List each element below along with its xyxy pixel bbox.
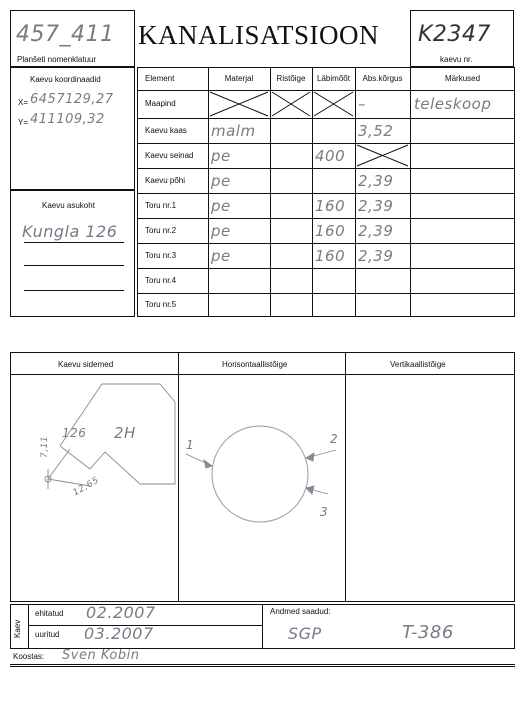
pipe-1-label: 1	[186, 438, 195, 452]
location-label: Kaevu asukoht	[42, 201, 95, 210]
row-element-label: Toru nr.5	[145, 300, 177, 309]
author-line-1	[10, 664, 515, 665]
coordinates-box	[10, 67, 135, 190]
row-element-label: Maapind	[145, 99, 176, 108]
row-material-value: pe	[211, 246, 231, 265]
row-material-value: malm	[211, 121, 256, 140]
row-material-value: pe	[211, 171, 231, 190]
row-diameter-value: 160	[315, 246, 346, 265]
row-material-value: pe	[211, 146, 231, 165]
vertical-section-label: Vertikaallistõige	[390, 360, 446, 369]
coordinates-label: Kaevu koordinaadid	[30, 75, 101, 84]
y-prefix: Y=	[18, 118, 29, 127]
measured-label: uuritud	[35, 630, 60, 639]
table-row-line	[137, 193, 515, 194]
pipe-3-arrow	[306, 486, 314, 494]
footer-side-label: Kaev	[13, 619, 22, 638]
author-line-2	[10, 666, 515, 667]
header-notes: Märkused	[444, 74, 481, 83]
sketch-text-126: 126	[62, 426, 87, 440]
location-line-3	[24, 290, 124, 291]
pipe-2-label: 2	[330, 432, 339, 446]
row-material-value: pe	[211, 221, 231, 240]
data-source-code: T-386	[402, 622, 454, 643]
sketch-line-1	[48, 449, 70, 479]
row-element-label: Kaevu põhi	[145, 175, 186, 185]
footer-side-divider	[28, 604, 29, 649]
table-column-line	[355, 67, 356, 317]
row-abs-value: 2,39	[358, 196, 394, 215]
well-number-label: kaevu nr.	[440, 55, 473, 64]
well-circle	[212, 426, 308, 522]
table-row-line	[137, 168, 515, 169]
location-value: Kungla 126	[22, 222, 118, 241]
page-title: KANALISATSIOON	[138, 20, 379, 50]
data-source-label: Andmed saadud:	[270, 607, 331, 616]
row-element-label: Toru nr.4	[145, 275, 177, 285]
connections-sketch	[10, 374, 180, 602]
row-diameter-value: 400	[315, 146, 346, 165]
row-abs-value: –	[358, 95, 366, 113]
x-coordinate-value: 6457129,27	[30, 92, 114, 107]
data-source-value: SGP	[288, 624, 322, 643]
author-label: Koostas:	[13, 652, 45, 661]
row-element-label: Toru nr.1	[145, 200, 177, 210]
row-element-label: Toru nr.2	[145, 225, 177, 235]
sketch-divider-2	[345, 352, 346, 602]
header-abs-height: Abs.kõrgus	[362, 74, 403, 83]
header-diameter: Läbimõõt	[317, 74, 350, 83]
well-number-value: K2347	[418, 22, 491, 47]
row-element-label: Toru nr.3	[145, 250, 177, 260]
crossed-cell-mark	[270, 90, 312, 118]
table-row-line	[137, 268, 515, 269]
author-value: Sven Kobin	[62, 648, 140, 663]
nomenclature-value: 457_411	[16, 22, 115, 47]
footer-middle-divider	[262, 604, 263, 649]
nomenclature-label: Planšeti nomenklatuur	[17, 55, 97, 64]
location-line-1	[24, 242, 124, 243]
table-column-line	[410, 67, 411, 317]
table-row-line	[137, 143, 515, 144]
header-material: Materjal	[224, 74, 254, 83]
row-abs-value: 2,39	[358, 246, 394, 265]
row-abs-value: 3,52	[358, 121, 394, 140]
crossed-cell-mark	[312, 90, 355, 118]
sketch-text-711: 7,11	[40, 435, 50, 458]
row-element-label: Kaevu kaas	[145, 125, 187, 135]
row-abs-value: 2,39	[358, 171, 394, 190]
pipe-3-label: 3	[320, 505, 329, 519]
row-abs-value: 2,39	[358, 221, 394, 240]
built-label: ehitatud	[35, 609, 64, 618]
row-element-label: Kaevu seinad	[145, 150, 194, 160]
connections-label: Kaevu sidemed	[58, 360, 114, 369]
measured-value: 03.2007	[84, 624, 154, 643]
horizontal-section-sketch	[178, 374, 345, 602]
row-notes-value: teleskoop	[414, 95, 492, 113]
table-row-line	[137, 118, 515, 119]
sketch-text-2h: 2H	[114, 424, 136, 442]
pipe-1-arrow	[204, 460, 212, 468]
row-diameter-value: 160	[315, 196, 346, 215]
y-coordinate-value: 411109,32	[30, 112, 105, 127]
crossed-cell-mark	[355, 143, 410, 168]
x-prefix: X=	[18, 98, 29, 107]
table-row-line	[137, 243, 515, 244]
header-element: Element	[145, 74, 175, 83]
table-row-line	[137, 293, 515, 294]
pipe-2-arrow	[306, 453, 314, 461]
row-material-value: pe	[211, 196, 231, 215]
table-row-line	[137, 218, 515, 219]
sketch-text-1265: 12,65	[71, 475, 101, 499]
row-diameter-value: 160	[315, 221, 346, 240]
header-cross-section: Ristõige	[276, 74, 306, 83]
location-line-2	[24, 265, 124, 266]
built-value: 02.2007	[86, 603, 156, 622]
crossed-cell-mark	[208, 90, 270, 118]
horizontal-section-label: Horisontaallistõige	[222, 360, 288, 369]
